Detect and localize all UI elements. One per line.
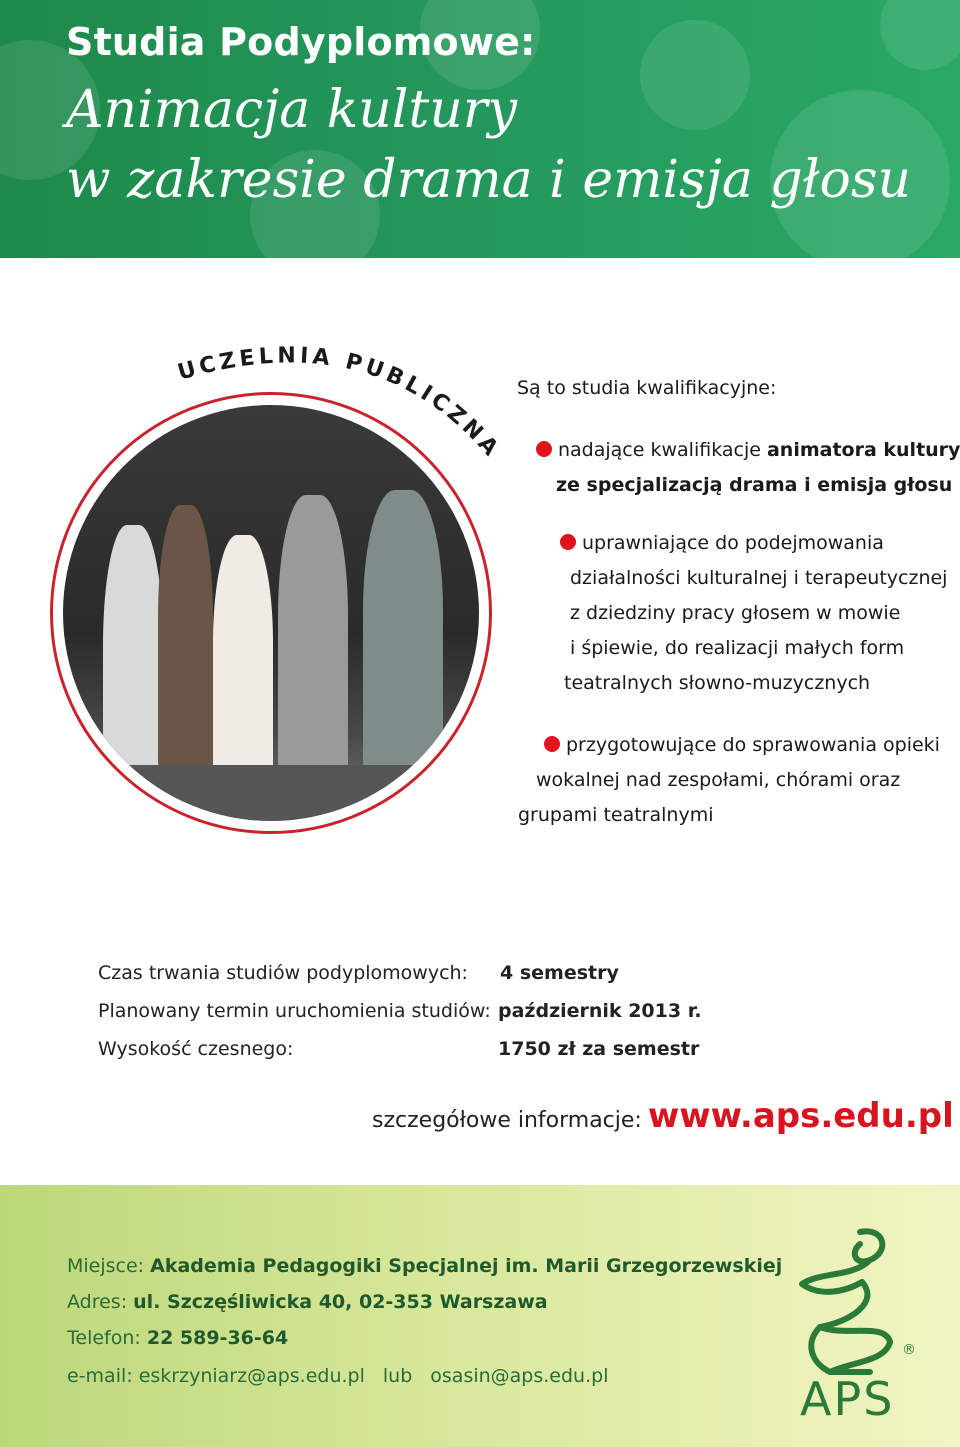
bullet-dot-icon [536,441,552,457]
phone-value: 22 589-36-64 [146,1327,289,1349]
stage-photo [63,405,479,821]
photo-frame [50,392,492,834]
bullet-text: nadające kwalifikacje [558,439,767,461]
intro-text: Są to studia kwalifikacyjne: [517,377,777,399]
email-link-2[interactable]: osasin@aps.edu.pl [430,1365,609,1387]
program-type-title: Studia Podyplomowe: [66,20,536,64]
info-label: Planowany termin uruchomienia studiów: [98,1000,491,1022]
info-value: 4 semestry [500,962,619,984]
info-label: Czas trwania studiów podyplomowych: [98,962,468,984]
bullet-line [560,526,947,561]
contact-address [67,1291,548,1313]
registered-mark: ® [902,1342,916,1358]
bullet-line: z dziedziny pracy głosem w mowie [570,602,901,624]
photo-person [278,495,348,795]
header-banner [0,0,960,258]
program-title-line-2: w zakresie drama i emisja głosu [66,150,912,210]
bullet-line: działalności kulturalnej i terapeutycznej [570,567,948,589]
bullet-dot-icon [544,736,560,752]
email-link-1[interactable]: eskrzyniarz@aps.edu.pl [138,1365,365,1387]
bullet-line: teatralnych słowno-muzycznych [564,672,871,694]
bullet-preparation [518,728,940,833]
aps-logo-text: APS [800,1372,895,1426]
email-label: e-mail: [67,1365,133,1387]
email-separator: lub [382,1365,413,1387]
bullet-dot-icon [560,534,576,550]
bullet-entitlements [560,526,947,701]
contact-phone [67,1327,288,1349]
photo-person [363,490,443,790]
program-title-line-1: Animacja kultury [66,80,518,140]
address-value: ul. Szczęśliwicka 40, 02-353 Warszawa [133,1291,548,1313]
more-info [372,1096,954,1136]
info-label: Wysokość czesnego: [98,1038,294,1060]
bullet-line: wokalnej nad zespołami, chórami oraz [536,769,901,791]
bullet-line [536,433,960,468]
bullet-line: grupami teatralnymi [518,804,714,826]
info-value: październik 2013 r. [498,1000,702,1022]
website-link[interactable]: www.aps.edu.pl [647,1096,954,1136]
place-value: Akademia Pedagogiki Specjalnej im. Marii Grzegorzewskiej [150,1255,783,1277]
bullet-qualifications [536,433,960,503]
bullet-text-bold: animatora kultury [766,439,960,461]
more-info-label: szczegółowe informacje: [372,1108,642,1133]
decor-bubble [880,0,960,70]
contact-place [67,1255,782,1277]
decor-bubble [640,20,750,130]
place-label: Miejsce: [67,1255,145,1277]
photo-person [158,505,213,785]
badge-text: UCZELNIA PUBLICZNA [175,343,506,464]
bullet-text: uprawniające do podejmowania [582,532,884,554]
info-value: 1750 zł za semestr [498,1038,700,1060]
address-label: Adres: [67,1291,128,1313]
phone-label: Telefon: [67,1327,141,1349]
bullet-line: ze specjalizacją drama i emisja głosu [556,474,953,496]
bullet-text: przygotowujące do sprawowania opieki [566,734,940,756]
bullet-line: i śpiewie, do realizacji małych form [570,637,905,659]
contact-email [67,1365,608,1387]
stage-floor [63,765,479,821]
bullet-line [518,728,940,763]
